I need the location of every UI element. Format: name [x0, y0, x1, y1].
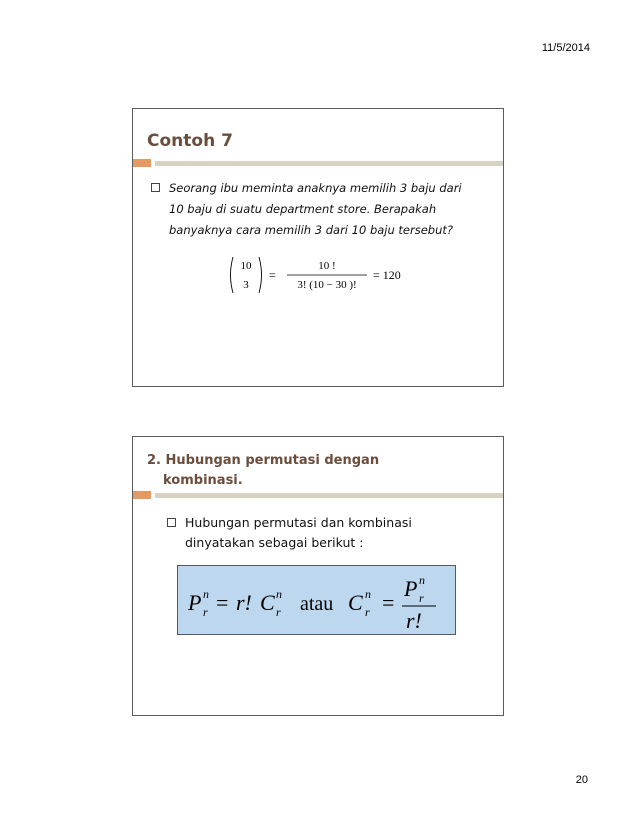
bullet-text [185, 513, 412, 553]
bullet-line: banyaknya cara memilih 3 dari 10 baju tersebut? [169, 223, 454, 237]
bullet-item [151, 178, 491, 241]
combination-equation [227, 255, 467, 295]
formula-equals: = [216, 590, 229, 615]
bullet-line: dinyatakan sebagai berikut : [185, 535, 364, 550]
title-line: kombinasi. [163, 473, 243, 488]
fraction-denominator: 3! (10 − 30 )! [297, 279, 357, 291]
bullet-item [167, 513, 487, 553]
formula-rfact: r! [236, 590, 252, 615]
formula-sub: r [276, 605, 281, 619]
formula-sup: n [365, 587, 371, 601]
slide-hubungan-permutasi [132, 436, 504, 716]
bullet-line: Seorang ibu meminta anaknya memilih 3 baju dari [169, 181, 462, 195]
title-divider [133, 491, 503, 499]
equals-sign: = [269, 268, 276, 282]
result: = 120 [373, 268, 401, 282]
bullet-line: 10 baju di suatu department store. Berapakah [169, 202, 437, 216]
formula-c: C [348, 590, 363, 615]
formula-equals: = [382, 590, 395, 615]
divider-bar [155, 493, 503, 498]
formula-p: P [188, 590, 202, 615]
right-paren [259, 257, 262, 293]
formula-sup: n [276, 587, 282, 601]
formula-box [177, 565, 456, 635]
square-bullet-icon [151, 183, 160, 192]
square-bullet-icon [167, 518, 176, 527]
title-divider [133, 159, 503, 167]
formula-sub: r [419, 591, 424, 605]
bullet-text [169, 178, 462, 241]
permutation-combination-formula [178, 566, 455, 634]
slide-contoh-7 [132, 108, 504, 387]
formula-atau: atau [300, 593, 334, 615]
formula-sup: n [419, 573, 425, 587]
formula-sub: r [365, 605, 370, 619]
divider-accent [133, 491, 151, 499]
formula-rfact: r! [406, 608, 422, 633]
header-date: 11/5/2014 [541, 42, 590, 54]
divider-bar [155, 161, 503, 166]
title-line: 2. Hubungan permutasi dengan [147, 453, 380, 468]
slide-title: Contoh 7 [147, 131, 233, 151]
formula-sub: r [203, 605, 208, 619]
binom-bottom: 3 [243, 279, 249, 291]
left-paren [231, 257, 234, 293]
formula-p: P [404, 576, 418, 601]
formula-sup: n [203, 587, 209, 601]
divider-accent [133, 159, 151, 167]
fraction-numerator: 10 ! [318, 260, 336, 272]
binom-top: 10 [240, 260, 252, 272]
page-number: 20 [575, 774, 588, 786]
slide-title [147, 451, 379, 491]
bullet-line: Hubungan permutasi dan kombinasi [185, 515, 412, 530]
formula-c: C [260, 590, 275, 615]
